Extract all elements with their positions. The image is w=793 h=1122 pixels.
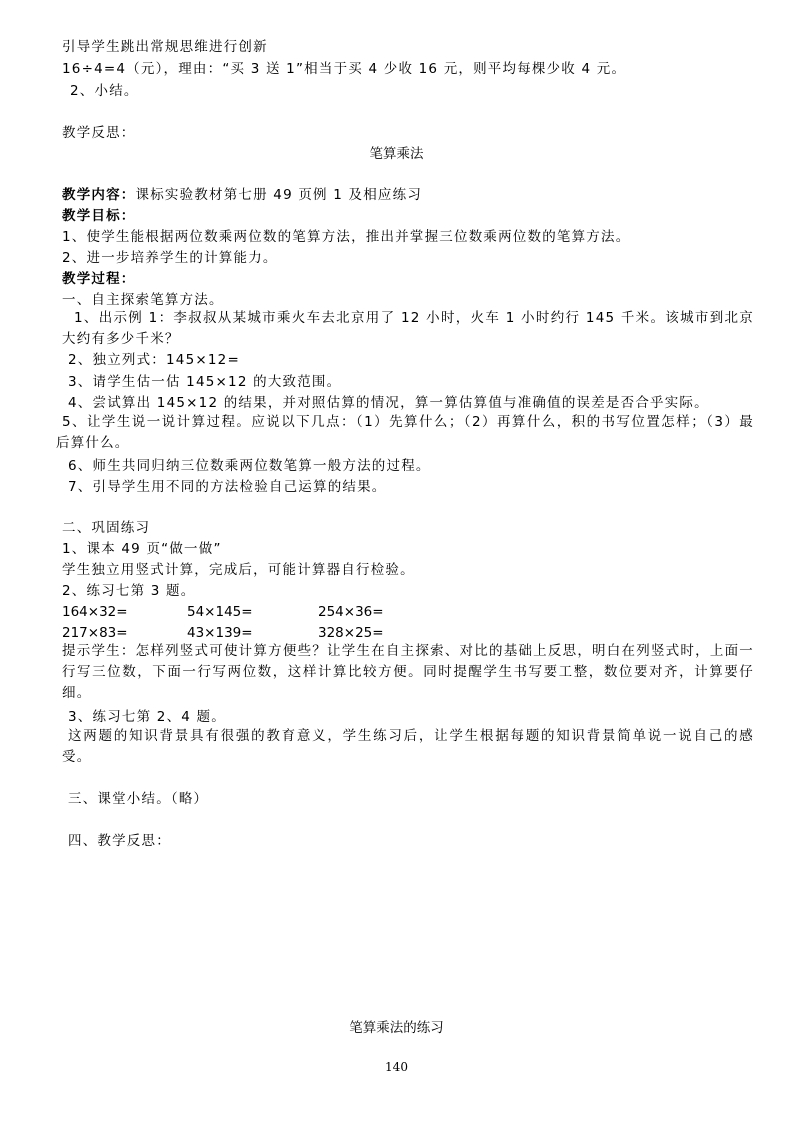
process-step: 1、出示例 1：李叔叔从某城市乘火车去北京用了 12 小时，火车 1 小时约行 145 千米。该城市到北京大约有多少千米？ <box>62 310 754 347</box>
practice-item: 学生独立用竖式计算，完成后，可能计算器自行检验。 <box>62 562 415 578</box>
process-heading: 四、教学反思： <box>68 833 171 849</box>
section-title: 笔算乘法 <box>369 146 424 162</box>
practice-item: 3、练习七第 2、4 题。 <box>68 709 226 725</box>
practice-item: 1、课本 49 页“做一做” <box>62 541 222 557</box>
process-label: 教学过程： <box>62 271 136 287</box>
content-text: 课标实验教材第七册 49 页例 1 及相应练习 <box>135 187 423 203</box>
exercise: 164×32= <box>62 604 128 620</box>
section-title: 笔算乘法的练习 <box>349 1020 444 1036</box>
goal-item: 2、进一步培养学生的计算能力。 <box>62 250 278 266</box>
practice-note: 这两题的知识背景具有很强的教育意义，学生练习后，让学生根据每题的知识背景简单说一说自己的感受。 <box>62 728 754 765</box>
exercise: 217×83= <box>62 625 128 641</box>
exercise: 43×139= <box>187 625 253 641</box>
text-line: 16÷4=4（元），理由：“买 3 送 1”相当于买 4 少收 16 元，则平均每棵少收 4 元。 <box>62 61 627 77</box>
process-heading: 三、课堂小结。（略） <box>68 791 209 807</box>
teaching-content <box>62 186 422 204</box>
process-step: 3、请学生估一估 145×12 的大致范围。 <box>68 374 342 390</box>
process-step: 6、师生共同归纳三位数乘两位数笔算一般方法的过程。 <box>68 458 431 474</box>
hint-paragraph: 提示学生：怎样列竖式可使计算方便些？让学生在自主探索、对比的基础上反思，明白在列竖式时，上面一行写三位数，下面一行写两位数，这样计算比较方便。同时提醒学生书写要工整，数位要对齐，计算要仔细。 <box>62 643 754 701</box>
process-heading: 二、巩固练习 <box>62 520 151 536</box>
process-step: 7、引导学生用不同的方法检验自己运算的结果。 <box>68 479 387 495</box>
text-line: 教学反思： <box>62 125 136 141</box>
process-step: 2、独立列式：145×12= <box>68 352 240 368</box>
practice-item: 2、练习七第 3 题。 <box>62 583 196 599</box>
process-step: 5、让学生说一说计算过程。应说以下几点：（1）先算什么；（2）再算什么，积的书写位置怎样；（3）最后算什么。 <box>56 414 754 451</box>
exercise: 54×145= <box>187 604 253 620</box>
process-heading: 一、自主探索笔算方法。 <box>62 292 224 308</box>
content-label: 教学内容： <box>62 187 136 203</box>
exercise: 328×25= <box>318 625 384 641</box>
page-number: 140 <box>385 1060 408 1074</box>
process-step: 4、尝试算出 145×12 的结果，并对照估算的情况，算一算估算值与准确值的误差是否合乎实际。 <box>68 395 709 411</box>
text-line: 引导学生跳出常规思维进行创新 <box>62 39 268 55</box>
exercise: 254×36= <box>318 604 384 620</box>
goal-item: 1、使学生能根据两位数乘两位数的笔算方法，推出并掌握三位数乘两位数的笔算方法。 <box>62 229 631 245</box>
goal-label: 教学目标： <box>62 208 136 224</box>
text-line: 2、小结。 <box>70 83 139 99</box>
